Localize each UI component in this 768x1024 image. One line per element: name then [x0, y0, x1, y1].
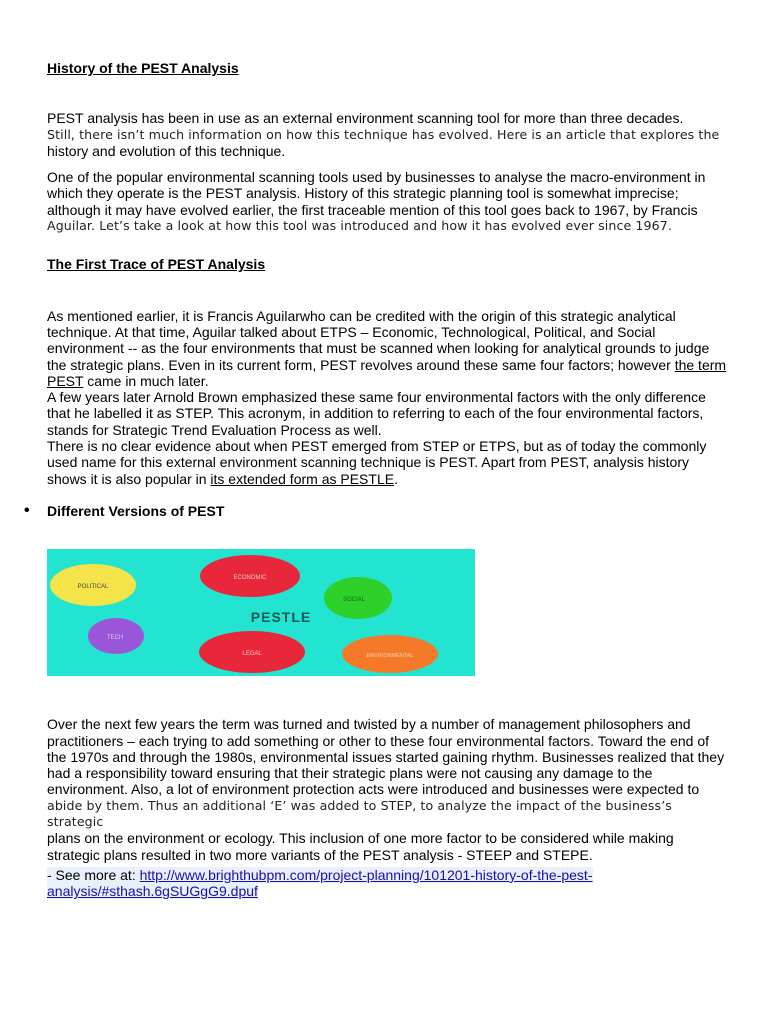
label-environmental: ENVIRONMENTAL — [366, 653, 414, 660]
label-economic: ECONOMIC — [233, 575, 267, 582]
paragraph-aguilar — [47, 308, 727, 389]
term-pest-link[interactable]: the term PEST — [47, 356, 727, 389]
label-political: POLITICAL — [77, 584, 109, 591]
intro-line-2: Still, there isn’t much information on how this technique has evolved. Here is an article that explores the — [47, 126, 720, 142]
paragraph-no-evidence — [47, 438, 727, 487]
paragraph-variants: plans on the environment or ecology. This inclusion of one more factor to be considered while making strategic plans resulted in two more variants of the PEST analysis - STEEP and STEPE. — [47, 830, 674, 863]
bullet-different-versions — [24, 501, 727, 519]
source-link[interactable]: http://www.brighthubpm.com/project-planning/101201-history-of-the-pest-analysis/#sthash.6gSUGgG9.dpuf — [47, 866, 593, 900]
section-heading-history: History of the PEST Analysis — [47, 60, 239, 76]
paragraph-popular-tools: One of the popular environmental scanning tools used by businesses to analyse the macro-environment in which they operate is the PEST analysis. History of this strategic planning tool is somewhat imprecise; although it may have evolved earlier, the first traceable mention of this tool goes back to 1967, by Francis — [47, 169, 706, 218]
paragraph-aguilar-text: As mentioned earlier, it is Francis Aguilarwho can be credited with the origin of this strategic analytical technique. At that time, Aguilar talked about ETPS – Economic, Technological, Political, and Social environment -- as the four environments that must be scanned when looking for analytical grounds to judge the strategic plans. Even in its current form, PEST revolves around these same four factors; however — [47, 307, 710, 373]
label-social: SOCIAL — [342, 597, 366, 604]
paragraph-no-evidence-end: . — [394, 470, 398, 487]
label-legal: LEGAL — [242, 651, 262, 658]
paragraph-aguilar-end: came in much later. — [83, 372, 209, 389]
bullet-icon: • — [24, 501, 30, 519]
intro-line-3: history and evolution of this technique. — [47, 142, 286, 159]
label-center-pestle: PESTLE — [250, 609, 312, 626]
section-heading-first-trace: The First Trace of PEST Analysis — [47, 256, 266, 273]
document-page — [24, 60, 727, 900]
pestle-figure — [47, 549, 475, 676]
pestle-link[interactable]: its extended form as PESTLE — [210, 470, 395, 487]
paragraph-popular-tools-tail: Aguilar. Let’s take a look at how this tool was introduced and how it has evolved ever since 1967. — [47, 218, 672, 234]
intro-line-1: PEST analysis has been in use as an external environment scanning tool for more than three decades. — [47, 110, 684, 127]
paragraph-over-next-years: Over the next few years the term was turned and twisted by a number of management philosophers and practitioners – each trying to add something or other to these four environmental factors. Toward the end of the 1970s and through the 1980s, environmental issues started gaining rhythm. Businesses realized that they had a responsibility toward ensuring that their strategic plans were not causing any damage to the environment. Also, a lot of environment protection acts were introduced and businesses were expected to — [47, 716, 725, 798]
paragraph-abide-line: abide by them. Thus an additional ‘E’ was added to STEP, to analyze the impact of the business’s strategic — [47, 797, 672, 830]
paragraph-no-evidence-text: There is no clear evidence about when PEST emerged from STEP or ETPS, but as of today the commonly used name for this external environment scanning technique is PEST. Apart from PEST, analysis history shows it is also popular in — [47, 438, 707, 487]
paragraph-arnold-brown: A few years later Arnold Brown emphasized these same four environmental factors with the only difference that he labelled it as STEP. This acronym, in addition to referring to each of the four environmental factors, stands for Strategic Trend Evaluation Process as well. — [47, 389, 706, 438]
see-more-line — [47, 867, 727, 900]
see-more-prefix: - See more at: — [47, 866, 140, 883]
bullet-title: Different Versions of PEST — [47, 502, 225, 519]
label-tech: TECH — [106, 635, 124, 642]
pestle-diagram — [47, 549, 475, 676]
